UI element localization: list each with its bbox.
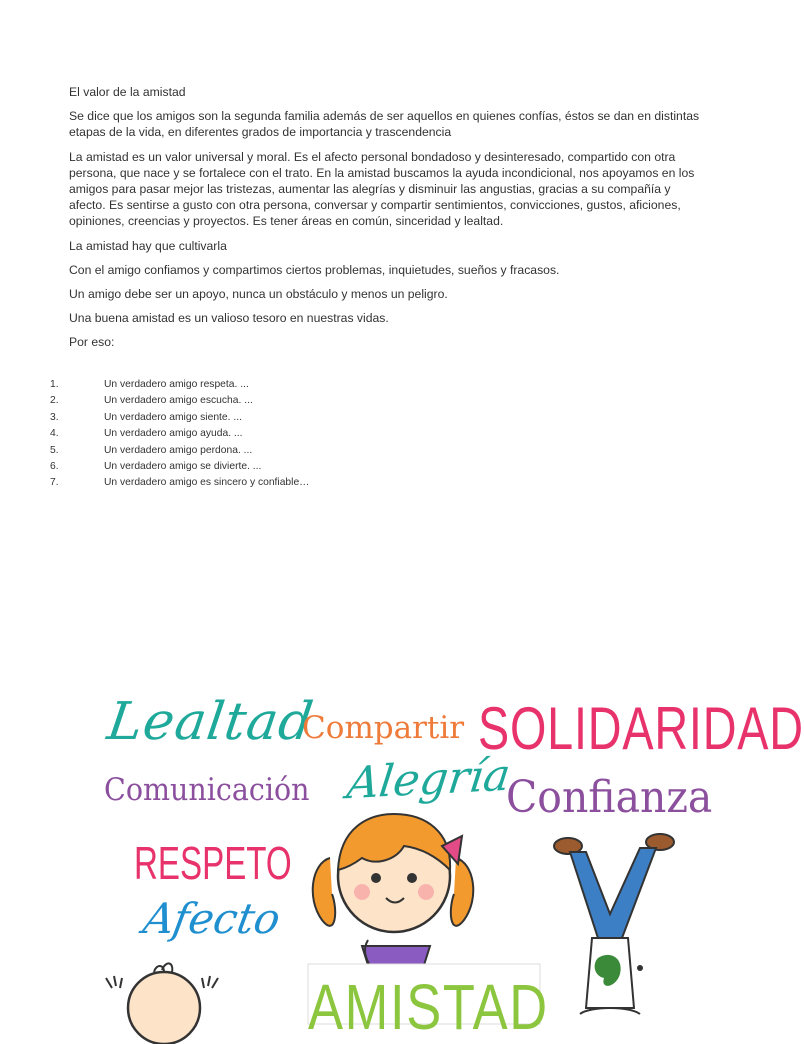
paragraph-therefore: Por eso:: [69, 335, 115, 350]
list-number: 6.: [50, 461, 59, 473]
boy-illustration: [554, 834, 674, 1014]
list-number: 2.: [50, 395, 59, 407]
list-number: 1.: [50, 379, 59, 390]
paragraph-definition: La amistad es un valor universal y moral. Es el afecto personal bondadoso y desinteresado, compartido con otra persona, que nace y se fortalece con el trato. En la amistad buscamos la ayuda incondicional, nos apoyamos en los amigos para pasar mejor las tristezas, aumentar las alegrías y disminuir las angustias, gracias a su compañía y afecto. Es sentirse a gusto con otra persona, conversar y compartir sentimientos, convicciones, gustos, aficiones, opiniones, creencias y proyectos. Es tener áreas en común, sinceridad y lealtad.: [69, 149, 695, 229]
word-respeto: RESPETO: [134, 837, 292, 889]
list-text: Un verdadero amigo escucha. ...: [104, 395, 253, 407]
paragraph-trust: Con el amigo confiamos y compartimos ciertos problemas, inquietudes, sueños y fracasos.: [69, 262, 560, 277]
word-amistad: AMISTAD: [308, 971, 549, 1043]
list-item: [50, 410, 650, 426]
list-item: [50, 377, 650, 393]
list-number: 3.: [50, 411, 59, 423]
list-item: [50, 443, 650, 459]
word-confianza: Confianza: [506, 772, 713, 823]
word-lealtad: Lealtad: [103, 692, 318, 752]
list-text: Un verdadero amigo siente. ...: [104, 411, 242, 423]
list-text: Un verdadero amigo ayuda. ...: [104, 428, 243, 440]
list-text: Un verdadero amigo respeta. ...: [104, 379, 249, 390]
paragraph-support: Un amigo debe ser un apoyo, nunca un obstáculo y menos un peligro.: [69, 287, 448, 302]
word-compartir: Compartir: [302, 710, 465, 746]
list-item: [50, 426, 650, 442]
paragraph-treasure: Una buena amistad es un valioso tesoro en nuestras vidas.: [69, 311, 389, 326]
document-title: El valor de la amistad: [69, 85, 186, 99]
list-text: Un verdadero amigo perdona. ...: [104, 444, 253, 456]
list-item: [50, 475, 650, 491]
document-body: [69, 84, 709, 359]
friend-qualities-list: [50, 377, 650, 492]
list-number: 7.: [50, 477, 59, 489]
list-item: [50, 393, 650, 409]
list-item: [50, 459, 650, 475]
word-solidaridad: SOLIDARIDAD: [478, 695, 804, 762]
word-afecto: Afecto: [139, 894, 285, 943]
word-alegria: Alegría: [344, 749, 514, 810]
list-number: 4.: [50, 428, 59, 440]
list-text: Un verdadero amigo es sincero y confiable…: [104, 477, 310, 489]
list-number: 5.: [50, 444, 59, 456]
baby-illustration: [106, 963, 218, 1044]
friendship-poster: [100, 688, 804, 1043]
paragraph-cultivate: La amistad hay que cultivarla: [69, 238, 227, 253]
paragraph-intro: Se dice que los amigos son la segunda familia además de ser aquellos en quienes confías, éstos se dan en distintas etapas de la vida, en diferentes grados de importancia y trascendencia: [69, 109, 700, 140]
list-text: Un verdadero amigo se divierte. ...: [104, 461, 262, 473]
word-comunicacion: Comunicación: [104, 772, 310, 808]
